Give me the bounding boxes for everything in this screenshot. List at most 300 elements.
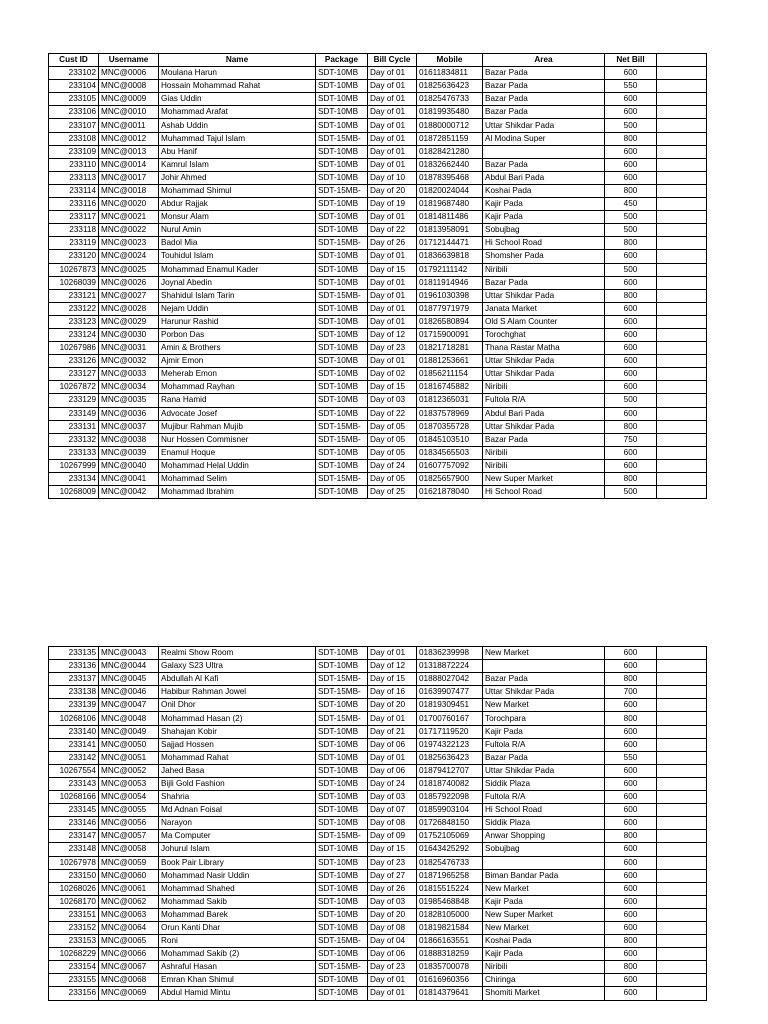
table-row xyxy=(49,473,707,486)
name-cell: Mohammad Nasir Uddin xyxy=(159,869,316,882)
username-cell: MNC@0050 xyxy=(99,738,159,751)
username-cell: MNC@0031 xyxy=(99,342,159,355)
package-cell: SDT-10MB xyxy=(316,381,368,394)
cust-id-cell: 233134 xyxy=(49,473,99,486)
cust-id-cell: 233135 xyxy=(49,647,99,660)
mobile-cell: 01880000712 xyxy=(417,119,483,132)
table-row xyxy=(49,777,707,790)
username-cell: MNC@0020 xyxy=(99,198,159,211)
package-cell: SDT-10MB xyxy=(316,791,368,804)
username-cell: MNC@0038 xyxy=(99,433,159,446)
cust-id-cell: 233132 xyxy=(49,433,99,446)
cust-id-cell: 233150 xyxy=(49,869,99,882)
net-bill-cell: 600 xyxy=(605,869,657,882)
cust-id-cell: 233136 xyxy=(49,660,99,673)
table-row xyxy=(49,974,707,987)
mobile-cell: 01819935480 xyxy=(417,106,483,119)
cust-id-cell: 233138 xyxy=(49,686,99,699)
mobile-cell: 01834565503 xyxy=(417,446,483,459)
net-bill-cell: 600 xyxy=(605,355,657,368)
net-bill-cell: 800 xyxy=(605,473,657,486)
net-bill-cell: 600 xyxy=(605,145,657,158)
name-cell: Abu Hanif xyxy=(159,145,316,158)
cust-id-cell: 233151 xyxy=(49,908,99,921)
net-bill-cell: 500 xyxy=(605,211,657,224)
empty-cell xyxy=(657,394,707,407)
bill-cycle-cell: Day of 12 xyxy=(368,660,417,673)
cust-id-cell: 10267554 xyxy=(49,764,99,777)
mobile-cell: 01821718281 xyxy=(417,342,483,355)
cust-id-cell: 233154 xyxy=(49,961,99,974)
username-cell: MNC@0062 xyxy=(99,895,159,908)
package-cell: SDT-10MB xyxy=(316,368,368,381)
username-cell: MNC@0052 xyxy=(99,764,159,777)
net-bill-cell: 600 xyxy=(605,987,657,1000)
package-cell: SDT-10MB xyxy=(316,355,368,368)
name-cell: Mohammad Ibrahim xyxy=(159,486,316,499)
bill-cycle-cell: Day of 21 xyxy=(368,725,417,738)
mobile-cell: 01611834811 xyxy=(417,67,483,80)
net-bill-cell: 600 xyxy=(605,250,657,263)
table-row xyxy=(49,486,707,499)
bill-cycle-cell: Day of 24 xyxy=(368,459,417,472)
mobile-cell: 01836639818 xyxy=(417,250,483,263)
bill-cycle-cell: Day of 01 xyxy=(368,355,417,368)
empty-cell xyxy=(657,237,707,250)
area-cell: Uttar Shikdar Pada xyxy=(483,355,605,368)
table-row xyxy=(49,237,707,250)
net-bill-cell: 600 xyxy=(605,407,657,420)
name-cell: Mohammad Rayhan xyxy=(159,381,316,394)
package-cell: SDT-10MB xyxy=(316,751,368,764)
area-cell: Bazar Pada xyxy=(483,93,605,106)
net-bill-cell: 600 xyxy=(605,459,657,472)
area-cell: Niribili xyxy=(483,459,605,472)
package-cell: SDT-10MB xyxy=(316,119,368,132)
empty-cell xyxy=(657,647,707,660)
net-bill-cell: 600 xyxy=(605,699,657,712)
cust-id-cell: 233155 xyxy=(49,974,99,987)
customer-table-bottom xyxy=(48,646,707,1001)
area-cell: Fultola R/A xyxy=(483,394,605,407)
name-cell: Abdul Hamid Mintu xyxy=(159,987,316,1000)
package-cell: SDT-10MB xyxy=(316,725,368,738)
name-cell: Joynal Abedin xyxy=(159,276,316,289)
name-cell: Habibur Rahman Jowel xyxy=(159,686,316,699)
area-cell: Thana Rastar Matha xyxy=(483,342,605,355)
table-row xyxy=(49,407,707,420)
empty-cell xyxy=(657,882,707,895)
cust-id-cell: 233147 xyxy=(49,830,99,843)
cust-id-cell: 233139 xyxy=(49,699,99,712)
mobile-cell: 01607757092 xyxy=(417,459,483,472)
username-cell: MNC@0053 xyxy=(99,777,159,790)
cust-id-cell: 233110 xyxy=(49,158,99,171)
package-cell: SDT-10MB xyxy=(316,738,368,751)
mobile-cell: 01888318259 xyxy=(417,948,483,961)
net-bill-cell: 600 xyxy=(605,817,657,830)
username-cell: MNC@0030 xyxy=(99,328,159,341)
cust-id-cell: 10267873 xyxy=(49,263,99,276)
username-cell: MNC@0008 xyxy=(99,80,159,93)
empty-cell xyxy=(657,67,707,80)
package-cell: SDT-10MB xyxy=(316,921,368,934)
cust-id-cell: 10268166 xyxy=(49,791,99,804)
cust-id-cell: 233141 xyxy=(49,738,99,751)
mobile-cell: 01871965258 xyxy=(417,869,483,882)
net-bill-cell: 800 xyxy=(605,673,657,686)
name-cell: Mohammad Sakib (2) xyxy=(159,948,316,961)
username-cell: MNC@0034 xyxy=(99,381,159,394)
net-bill-cell: 500 xyxy=(605,394,657,407)
username-cell: MNC@0024 xyxy=(99,250,159,263)
empty-cell xyxy=(657,712,707,725)
package-cell: SDT-10MB xyxy=(316,459,368,472)
name-cell: Moulana Harun xyxy=(159,67,316,80)
bill-cycle-cell: Day of 08 xyxy=(368,921,417,934)
name-cell: Porbon Das xyxy=(159,328,316,341)
table-row xyxy=(49,673,707,686)
empty-cell xyxy=(657,407,707,420)
name-cell: Advocate Josef xyxy=(159,407,316,420)
username-cell: MNC@0017 xyxy=(99,171,159,184)
name-cell: Gias Uddin xyxy=(159,93,316,106)
net-bill-cell: 750 xyxy=(605,433,657,446)
mobile-cell: 01974322123 xyxy=(417,738,483,751)
table-row xyxy=(49,843,707,856)
area-cell: Uttar Shikdar Pada xyxy=(483,289,605,302)
net-bill-cell: 550 xyxy=(605,80,657,93)
table-row xyxy=(49,921,707,934)
mobile-cell: 01820024044 xyxy=(417,184,483,197)
username-cell: MNC@0045 xyxy=(99,673,159,686)
bill-cycle-cell: Day of 22 xyxy=(368,224,417,237)
empty-cell xyxy=(657,791,707,804)
net-bill-cell: 800 xyxy=(605,961,657,974)
area-cell: Kajir Pada xyxy=(483,725,605,738)
empty-cell xyxy=(657,119,707,132)
name-cell: Orun Kanti Dhar xyxy=(159,921,316,934)
name-cell: Mohammad Shahed xyxy=(159,882,316,895)
cust-id-cell: 233146 xyxy=(49,817,99,830)
area-cell: Bazar Pada xyxy=(483,158,605,171)
mobile-cell: 01835700078 xyxy=(417,961,483,974)
package-cell: SDT-15MB- xyxy=(316,132,368,145)
bill-cycle-cell: Day of 23 xyxy=(368,342,417,355)
bill-cycle-cell: Day of 06 xyxy=(368,738,417,751)
username-cell: MNC@0066 xyxy=(99,948,159,961)
cust-id-cell: 10267978 xyxy=(49,856,99,869)
table-row xyxy=(49,132,707,145)
mobile-cell: 01828105000 xyxy=(417,908,483,921)
empty-cell xyxy=(657,263,707,276)
username-cell: MNC@0006 xyxy=(99,67,159,80)
area-cell: Chiringa xyxy=(483,974,605,987)
empty-cell xyxy=(657,486,707,499)
mobile-cell: 01825476733 xyxy=(417,93,483,106)
empty-cell xyxy=(657,198,707,211)
bill-cycle-cell: Day of 25 xyxy=(368,486,417,499)
name-cell: Mohammad Barek xyxy=(159,908,316,921)
header-area: Area xyxy=(483,54,605,67)
username-cell: MNC@0027 xyxy=(99,289,159,302)
bill-cycle-cell: Day of 07 xyxy=(368,804,417,817)
mobile-cell: 01825636423 xyxy=(417,751,483,764)
cust-id-cell: 233102 xyxy=(49,67,99,80)
package-cell: SDT-15MB- xyxy=(316,830,368,843)
area-cell: New Market xyxy=(483,882,605,895)
area-cell: Uttar Shikdar Pada xyxy=(483,420,605,433)
table-row xyxy=(49,446,707,459)
area-cell: Old S Alam Counter xyxy=(483,315,605,328)
cust-id-cell: 233107 xyxy=(49,119,99,132)
net-bill-cell: 600 xyxy=(605,106,657,119)
mobile-cell: 01870355728 xyxy=(417,420,483,433)
cust-id-cell: 233118 xyxy=(49,224,99,237)
package-cell: SDT-10MB xyxy=(316,67,368,80)
username-cell: MNC@0029 xyxy=(99,315,159,328)
username-cell: MNC@0021 xyxy=(99,211,159,224)
empty-cell xyxy=(657,948,707,961)
area-cell: New Market xyxy=(483,699,605,712)
username-cell: MNC@0044 xyxy=(99,660,159,673)
table-row xyxy=(49,712,707,725)
net-bill-cell: 800 xyxy=(605,712,657,725)
area-cell: Shomsher Pada xyxy=(483,250,605,263)
area-cell: Bazar Pada xyxy=(483,433,605,446)
bill-cycle-cell: Day of 01 xyxy=(368,315,417,328)
table-row xyxy=(49,725,707,738)
net-bill-cell: 600 xyxy=(605,368,657,381)
net-bill-cell: 600 xyxy=(605,67,657,80)
area-cell: Abdul Bari Pada xyxy=(483,171,605,184)
net-bill-cell: 500 xyxy=(605,224,657,237)
bill-cycle-cell: Day of 01 xyxy=(368,93,417,106)
empty-cell xyxy=(657,184,707,197)
empty-cell xyxy=(657,961,707,974)
cust-id-cell: 233121 xyxy=(49,289,99,302)
table-row xyxy=(49,289,707,302)
table-row xyxy=(49,830,707,843)
username-cell: MNC@0067 xyxy=(99,961,159,974)
mobile-cell: 01639907477 xyxy=(417,686,483,699)
area-cell: Uttar Shikdar Pada xyxy=(483,119,605,132)
net-bill-cell: 500 xyxy=(605,486,657,499)
empty-cell xyxy=(657,699,707,712)
area-cell: Torochpara xyxy=(483,712,605,725)
area-cell: Bazar Pada xyxy=(483,276,605,289)
name-cell: Abdur Rajjak xyxy=(159,198,316,211)
bill-cycle-cell: Day of 23 xyxy=(368,856,417,869)
mobile-cell: 01856211154 xyxy=(417,368,483,381)
username-cell: MNC@0047 xyxy=(99,699,159,712)
name-cell: Roni xyxy=(159,935,316,948)
cust-id-cell: 233127 xyxy=(49,368,99,381)
name-cell: Mohammad Sakib xyxy=(159,895,316,908)
username-cell: MNC@0039 xyxy=(99,446,159,459)
area-cell: Sobujbag xyxy=(483,224,605,237)
mobile-cell: 01828421280 xyxy=(417,145,483,158)
name-cell: Bijli Gold Fashion xyxy=(159,777,316,790)
name-cell: Ajmir Emon xyxy=(159,355,316,368)
net-bill-cell: 600 xyxy=(605,276,657,289)
package-cell: SDT-15MB- xyxy=(316,420,368,433)
username-cell: MNC@0059 xyxy=(99,856,159,869)
username-cell: MNC@0023 xyxy=(99,237,159,250)
package-cell: SDT-10MB xyxy=(316,224,368,237)
mobile-cell: 01877971979 xyxy=(417,302,483,315)
username-cell: MNC@0057 xyxy=(99,830,159,843)
empty-cell xyxy=(657,935,707,948)
empty-cell xyxy=(657,473,707,486)
bill-cycle-cell: Day of 15 xyxy=(368,843,417,856)
package-cell: SDT-15MB- xyxy=(316,686,368,699)
area-cell: Hi School Road xyxy=(483,804,605,817)
table-row xyxy=(49,882,707,895)
empty-cell xyxy=(657,93,707,106)
package-cell: SDT-10MB xyxy=(316,948,368,961)
username-cell: MNC@0040 xyxy=(99,459,159,472)
cust-id-cell: 233145 xyxy=(49,804,99,817)
name-cell: Kamrul Islam xyxy=(159,158,316,171)
header-net-bill: Net Bill xyxy=(605,54,657,67)
net-bill-cell: 500 xyxy=(605,263,657,276)
username-cell: MNC@0049 xyxy=(99,725,159,738)
mobile-cell: 01857922098 xyxy=(417,791,483,804)
cust-id-cell: 10268170 xyxy=(49,895,99,908)
empty-cell xyxy=(657,355,707,368)
table-row xyxy=(49,328,707,341)
username-cell: MNC@0063 xyxy=(99,908,159,921)
area-cell: Fultola R/A xyxy=(483,791,605,804)
bill-cycle-cell: Day of 01 xyxy=(368,80,417,93)
area-cell: Siddik Plaza xyxy=(483,817,605,830)
cust-id-cell: 233119 xyxy=(49,237,99,250)
mobile-cell: 01726848150 xyxy=(417,817,483,830)
username-cell: MNC@0035 xyxy=(99,394,159,407)
bill-cycle-cell: Day of 05 xyxy=(368,446,417,459)
package-cell: SDT-10MB xyxy=(316,302,368,315)
header-row xyxy=(49,54,707,67)
net-bill-cell: 800 xyxy=(605,420,657,433)
name-cell: Jahed Basa xyxy=(159,764,316,777)
name-cell: Sajjad Hossen xyxy=(159,738,316,751)
header-username: Username xyxy=(99,54,159,67)
mobile-cell: 01816745882 xyxy=(417,381,483,394)
area-cell: Koshai Pada xyxy=(483,935,605,948)
name-cell: Meherab Emon xyxy=(159,368,316,381)
name-cell: Book Pair Library xyxy=(159,856,316,869)
area-cell: Biman Bandar Pada xyxy=(483,869,605,882)
net-bill-cell: 600 xyxy=(605,302,657,315)
mobile-cell: 01815515224 xyxy=(417,882,483,895)
table-row xyxy=(49,433,707,446)
empty-cell xyxy=(657,738,707,751)
package-cell: SDT-15MB- xyxy=(316,673,368,686)
mobile-cell: 01813958091 xyxy=(417,224,483,237)
username-cell: MNC@0022 xyxy=(99,224,159,237)
net-bill-cell: 800 xyxy=(605,184,657,197)
net-bill-cell: 600 xyxy=(605,381,657,394)
area-cell xyxy=(483,856,605,869)
empty-cell xyxy=(657,856,707,869)
net-bill-cell: 600 xyxy=(605,843,657,856)
username-cell: MNC@0048 xyxy=(99,712,159,725)
package-cell: SDT-10MB xyxy=(316,80,368,93)
username-cell: MNC@0037 xyxy=(99,420,159,433)
bill-cycle-cell: Day of 03 xyxy=(368,791,417,804)
net-bill-cell: 600 xyxy=(605,882,657,895)
bill-cycle-cell: Day of 22 xyxy=(368,407,417,420)
area-cell: Bazar Pada xyxy=(483,80,605,93)
name-cell: Realmi Show Room xyxy=(159,647,316,660)
empty-cell xyxy=(657,830,707,843)
cust-id-cell: 233143 xyxy=(49,777,99,790)
username-cell: MNC@0025 xyxy=(99,263,159,276)
package-cell: SDT-10MB xyxy=(316,446,368,459)
bill-cycle-cell: Day of 09 xyxy=(368,830,417,843)
bill-cycle-cell: Day of 19 xyxy=(368,198,417,211)
net-bill-cell: 500 xyxy=(605,119,657,132)
empty-cell xyxy=(657,660,707,673)
cust-id-cell: 233124 xyxy=(49,328,99,341)
mobile-cell: 01318872224 xyxy=(417,660,483,673)
name-cell: Nejam Uddin xyxy=(159,302,316,315)
cust-id-cell: 233116 xyxy=(49,198,99,211)
cust-id-cell: 233126 xyxy=(49,355,99,368)
cust-id-cell: 233122 xyxy=(49,302,99,315)
mobile-cell: 01712144471 xyxy=(417,237,483,250)
cust-id-cell: 10268009 xyxy=(49,486,99,499)
table-row xyxy=(49,420,707,433)
name-cell: Harunur Rashid xyxy=(159,315,316,328)
mobile-cell: 01814379641 xyxy=(417,987,483,1000)
username-cell: MNC@0011 xyxy=(99,119,159,132)
package-cell: SDT-10MB xyxy=(316,699,368,712)
name-cell: Abdullah Al Kafi xyxy=(159,673,316,686)
bill-cycle-cell: Day of 26 xyxy=(368,882,417,895)
package-cell: SDT-10MB xyxy=(316,817,368,830)
table-row xyxy=(49,184,707,197)
area-cell: New Super Market xyxy=(483,908,605,921)
bill-cycle-cell: Day of 15 xyxy=(368,263,417,276)
mobile-cell: 01866163551 xyxy=(417,935,483,948)
package-cell: SDT-10MB xyxy=(316,342,368,355)
bill-cycle-cell: Day of 01 xyxy=(368,302,417,315)
username-cell: MNC@0065 xyxy=(99,935,159,948)
mobile-cell: 01792111142 xyxy=(417,263,483,276)
area-cell: Hi School Road xyxy=(483,486,605,499)
area-cell: Abdul Bari Pada xyxy=(483,407,605,420)
area-cell: Kajir Pada xyxy=(483,198,605,211)
name-cell: Shahria xyxy=(159,791,316,804)
empty-cell xyxy=(657,817,707,830)
net-bill-cell: 600 xyxy=(605,158,657,171)
mobile-cell: 01621878040 xyxy=(417,486,483,499)
bill-cycle-cell: Day of 03 xyxy=(368,394,417,407)
empty-cell xyxy=(657,908,707,921)
username-cell: MNC@0051 xyxy=(99,751,159,764)
bill-cycle-cell: Day of 02 xyxy=(368,368,417,381)
mobile-cell: 01812365031 xyxy=(417,394,483,407)
name-cell: Md Adnan Foisal xyxy=(159,804,316,817)
area-cell: Uttar Shikdar Pada xyxy=(483,368,605,381)
table-row xyxy=(49,263,707,276)
mobile-cell: 01888027042 xyxy=(417,673,483,686)
area-cell: Torochghat xyxy=(483,328,605,341)
net-bill-cell: 600 xyxy=(605,315,657,328)
empty-cell xyxy=(657,80,707,93)
